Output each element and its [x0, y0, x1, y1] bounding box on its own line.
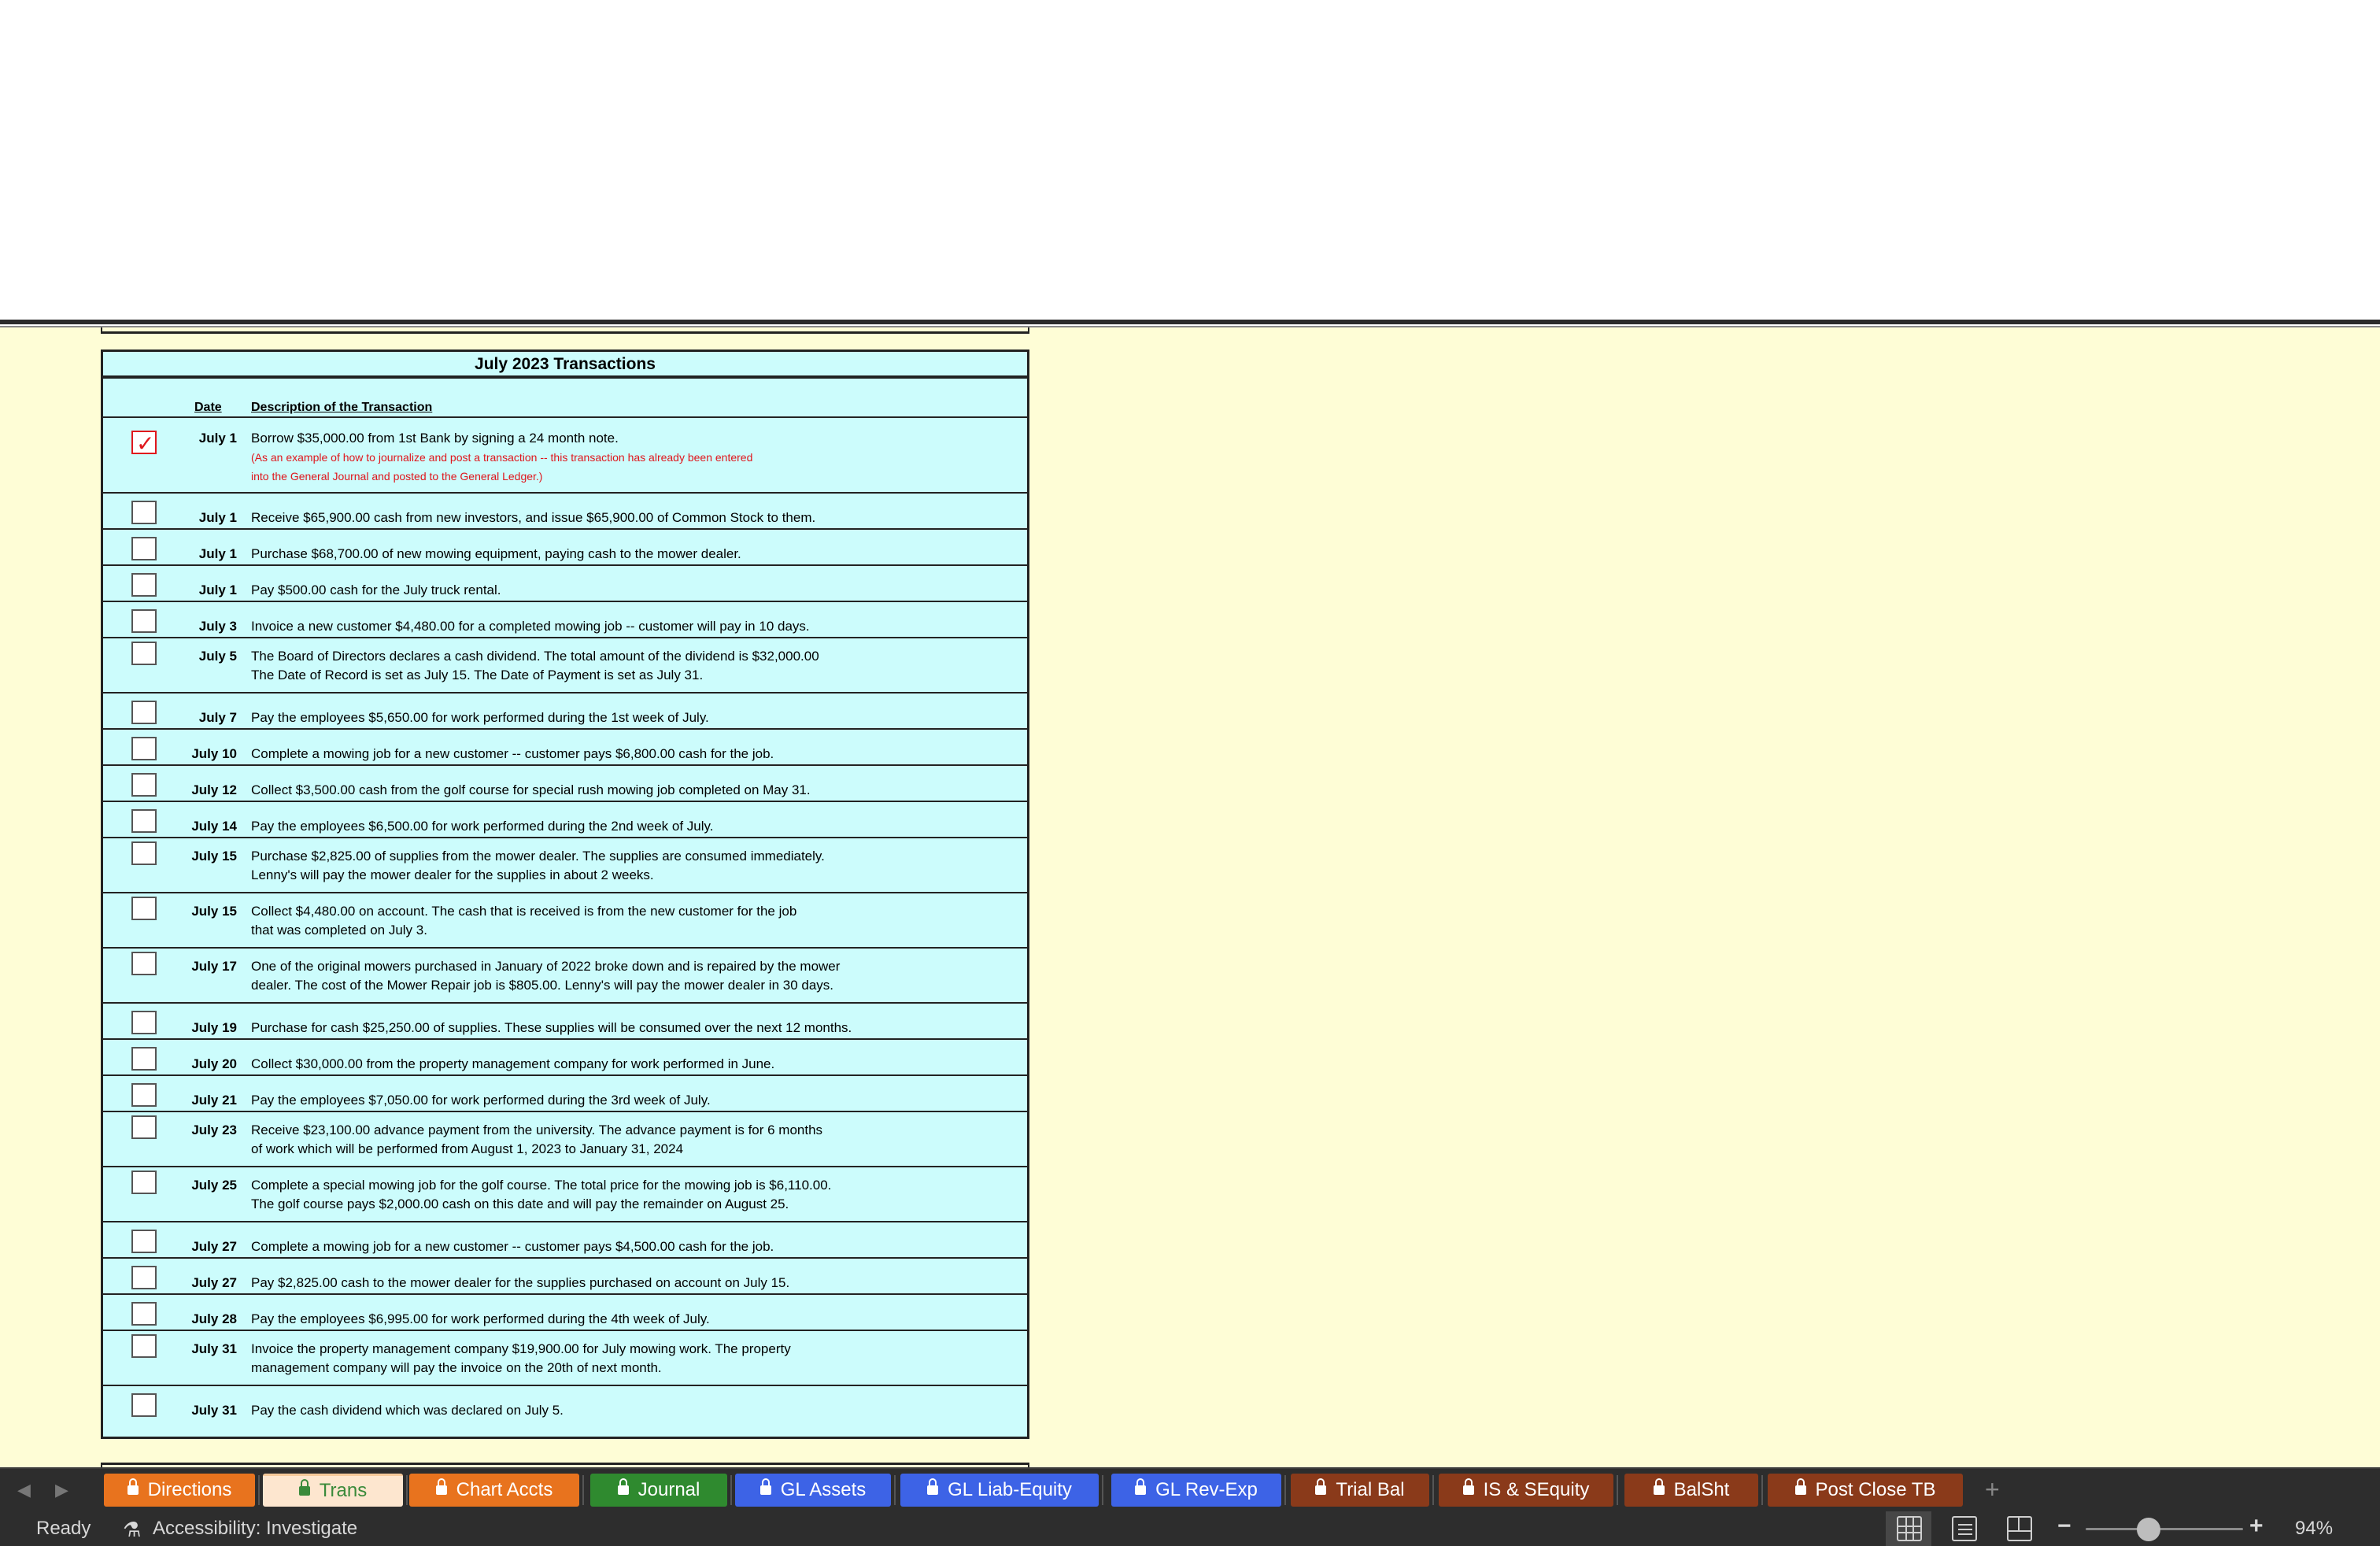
lock-icon	[927, 1485, 938, 1495]
transaction-description: Pay $500.00 cash for the July truck rental.	[251, 583, 501, 597]
transaction-description: Lenny's will pay the mower dealer for the supplies in about 2 weeks.	[251, 867, 654, 882]
sheet-tab-gl-rev-exp[interactable]	[1111, 1474, 1281, 1507]
zoom-slider-thumb[interactable]	[2137, 1518, 2160, 1541]
transaction-date: July 7	[198, 710, 237, 725]
tab-separator	[582, 1475, 584, 1505]
transaction-description: Pay the employees $7,050.00 for work performed during the 3rd week of July.	[251, 1093, 711, 1108]
status-ready-text: Ready	[36, 1518, 91, 1539]
transactions-table	[101, 350, 1029, 1439]
sheet-tab-post-close-tb[interactable]	[1768, 1474, 1963, 1507]
transaction-row	[103, 1222, 1027, 1259]
lock-icon	[299, 1486, 310, 1496]
page-break-preview-icon[interactable]	[2007, 1516, 2032, 1541]
transaction-description: Invoice the property management company $19,900.00 for July mowing work. The property	[251, 1341, 791, 1356]
sheet-tab-label: Chart Accts	[456, 1479, 553, 1500]
accessibility-status-button[interactable]: Accessibility: Investigate	[153, 1518, 358, 1539]
transaction-date: July 1	[198, 583, 237, 597]
upper-table-fragment	[101, 327, 1029, 334]
transaction-description: Pay $2,825.00 cash to the mower dealer for the supplies purchased on account on July 15.	[251, 1275, 790, 1290]
transaction-date: July 20	[191, 1056, 237, 1071]
tab-separator	[258, 1475, 260, 1505]
transaction-row	[103, 802, 1027, 838]
transaction-description: Pay the employees $5,650.00 for work performed during the 1st week of July.	[251, 710, 709, 725]
transaction-row	[103, 693, 1027, 730]
transaction-date: July 15	[191, 849, 237, 864]
transaction-description: of work which will be performed from August 1, 2023 to January 31, 2024	[251, 1141, 684, 1156]
sheet-tab-label: GL Rev-Exp	[1155, 1479, 1258, 1500]
sheet-tab-label: Directions	[147, 1479, 232, 1500]
transaction-description: Collect $3,500.00 cash from the golf course for special rush mowing job completed on May 31.	[251, 782, 811, 797]
sheet-tab-balsht[interactable]	[1624, 1474, 1758, 1507]
transaction-row	[103, 566, 1027, 602]
sheet-tab-label: IS & SEquity	[1483, 1479, 1590, 1500]
tab-separator	[406, 1475, 408, 1505]
transaction-description: Invoice a new customer $4,480.00 for a completed mowing job -- customer will pay in 10 days.	[251, 619, 810, 634]
zoom-in-button[interactable]: +	[2249, 1513, 2264, 1539]
transaction-description: Borrow $35,000.00 from 1st Bank by signing a 24 month note.	[251, 431, 619, 446]
transaction-date: July 5	[198, 649, 237, 664]
sheet-tab-trial-bal[interactable]	[1291, 1474, 1429, 1507]
page-layout-view-icon[interactable]	[1952, 1516, 1977, 1541]
tab-separator	[1284, 1475, 1286, 1505]
sheet-tab-directions[interactable]	[104, 1474, 255, 1507]
lock-icon	[128, 1485, 139, 1495]
transaction-row	[103, 602, 1027, 638]
sheet-tab-chart-accts[interactable]	[409, 1474, 579, 1507]
transaction-checkbox[interactable]	[131, 642, 157, 665]
transaction-row	[103, 1386, 1027, 1422]
transaction-row	[103, 766, 1027, 802]
lock-icon	[1654, 1485, 1665, 1495]
transaction-checkbox[interactable]	[131, 897, 157, 920]
transaction-checkbox[interactable]	[131, 1115, 157, 1139]
transaction-description: The golf course pays $2,000.00 cash on this date and will pay the remainder on August 25.	[251, 1196, 789, 1211]
transaction-row	[103, 530, 1027, 566]
sheet-tab-bar	[0, 1467, 2380, 1511]
transaction-description: One of the original mowers purchased in January of 2022 broke down and is repaired by the mower	[251, 959, 841, 974]
scroll-tabs-right-icon[interactable]: ▶	[55, 1480, 68, 1500]
transaction-checkbox[interactable]	[131, 573, 157, 597]
transaction-checkbox[interactable]	[131, 701, 157, 724]
transaction-row	[103, 1167, 1027, 1222]
sheet-tab-label: GL Liab-Equity	[948, 1479, 1072, 1500]
transaction-row	[103, 838, 1027, 893]
sheet-tab-is-sequity[interactable]	[1439, 1474, 1613, 1507]
transaction-description: that was completed on July 3.	[251, 923, 427, 938]
transaction-checkbox[interactable]	[131, 1230, 157, 1253]
transaction-description: Complete a special mowing job for the golf course. The total price for the mowing job is $6,110.00.	[251, 1178, 832, 1193]
transaction-checkbox[interactable]	[131, 537, 157, 560]
transaction-checkbox[interactable]	[131, 737, 157, 760]
transaction-date: July 3	[198, 619, 237, 634]
transaction-example-note: into the General Journal and posted to the General Ledger.)	[251, 470, 543, 483]
transaction-description: Receive $23,100.00 advance payment from the university. The advance payment is for 6 months	[251, 1123, 823, 1137]
tab-separator	[894, 1475, 896, 1505]
sheet-tab-journal[interactable]	[590, 1474, 727, 1507]
lock-icon	[1795, 1485, 1806, 1495]
tab-separator	[1617, 1475, 1618, 1505]
sheet-tab-label: Journal	[638, 1479, 700, 1500]
transaction-description: Pay the employees $6,995.00 for work performed during the 4th week of July.	[251, 1311, 710, 1326]
transaction-row	[103, 1259, 1027, 1295]
transaction-checkbox[interactable]	[131, 1393, 157, 1417]
lock-icon	[1135, 1485, 1146, 1495]
transaction-description: Collect $30,000.00 from the property management company for work performed in June.	[251, 1056, 775, 1071]
transaction-checkbox[interactable]	[131, 1047, 157, 1071]
sheet-tab-label: Trial Bal	[1336, 1479, 1405, 1500]
transaction-checkbox[interactable]	[131, 952, 157, 975]
transaction-description: Purchase $2,825.00 of supplies from the mower dealer. The supplies are consumed immediately.	[251, 849, 825, 864]
transaction-row	[103, 638, 1027, 693]
transaction-row	[103, 1076, 1027, 1112]
lock-icon	[436, 1485, 447, 1495]
transaction-row	[103, 418, 1027, 494]
transaction-row	[103, 494, 1027, 530]
worksheet-grid[interactable]	[0, 327, 2380, 1467]
lock-icon	[1463, 1485, 1474, 1495]
transaction-date: July 12	[191, 782, 237, 797]
transaction-description: Receive $65,900.00 cash from new investors, and issue $65,900.00 of Common Stock to them.	[251, 510, 816, 525]
lock-icon	[1315, 1485, 1326, 1495]
transaction-checkbox[interactable]	[131, 1302, 157, 1326]
sheet-tab-gl-assets[interactable]	[735, 1474, 891, 1507]
transaction-row	[103, 1112, 1027, 1167]
transaction-description: The Date of Record is set as July 15. The Date of Payment is set as July 31.	[251, 668, 704, 682]
transaction-description: dealer. The cost of the Mower Repair job is $805.00. Lenny's will pay the mower dealer in 30 days.	[251, 978, 834, 993]
frozen-pane-divider	[0, 320, 2380, 324]
transaction-date: July 1	[198, 510, 237, 525]
transaction-date: July 21	[191, 1093, 237, 1108]
sheet-tab-label: Post Close TB	[1815, 1479, 1936, 1500]
transaction-example-note: (As an example of how to journalize and post a transaction -- this transaction has already been entered	[251, 451, 753, 464]
transaction-date: July 19	[191, 1020, 237, 1035]
transaction-date: July 23	[191, 1123, 237, 1137]
transaction-date: July 17	[191, 959, 237, 974]
sheet-tab-label: GL Assets	[780, 1479, 867, 1500]
lock-icon	[760, 1485, 771, 1495]
sheet-tab-label: Trans	[319, 1480, 368, 1501]
transaction-checkbox[interactable]	[131, 809, 157, 833]
transaction-checkbox[interactable]	[131, 1011, 157, 1034]
transaction-checkbox[interactable]	[131, 431, 157, 454]
transaction-description: Complete a mowing job for a new customer -- customer pays $4,500.00 cash for the job.	[251, 1239, 774, 1254]
tab-separator	[1761, 1475, 1763, 1505]
transaction-checkbox[interactable]	[131, 1083, 157, 1107]
transaction-checkbox[interactable]	[131, 1334, 157, 1358]
transaction-date: July 27	[191, 1275, 237, 1290]
sheet-tab-trans[interactable]	[263, 1474, 403, 1507]
tab-separator	[1102, 1475, 1103, 1505]
transaction-date: July 28	[191, 1311, 237, 1326]
add-sheet-button[interactable]: +	[1985, 1475, 2000, 1503]
transaction-row	[103, 1331, 1027, 1386]
scroll-tabs-left-icon[interactable]: ◀	[17, 1480, 31, 1500]
zoom-out-button[interactable]: −	[2057, 1513, 2071, 1539]
zoom-slider-track[interactable]	[2086, 1528, 2243, 1530]
transaction-row	[103, 1004, 1027, 1040]
status-bar	[0, 1511, 2380, 1546]
transaction-description: Pay the employees $6,500.00 for work performed during the 2nd week of July.	[251, 819, 714, 834]
transaction-date: July 31	[191, 1403, 237, 1418]
transaction-date: July 14	[191, 819, 237, 834]
transaction-row	[103, 1040, 1027, 1076]
transaction-description: Pay the cash dividend which was declared on July 5.	[251, 1403, 564, 1418]
transaction-date: July 10	[191, 746, 237, 761]
transaction-date: July 25	[191, 1178, 237, 1193]
sheet-tab-label: BalSht	[1673, 1479, 1730, 1500]
transaction-date: July 1	[198, 546, 237, 561]
transaction-row	[103, 949, 1027, 1004]
transaction-description: management company will pay the invoice on the 20th of next month.	[251, 1360, 662, 1375]
transaction-checkbox[interactable]	[131, 773, 157, 797]
transaction-date: July 15	[191, 904, 237, 919]
transaction-checkbox[interactable]	[131, 1266, 157, 1289]
transaction-row	[103, 893, 1027, 949]
transaction-date: July 1	[198, 431, 237, 446]
blank-top-area	[0, 0, 2380, 323]
transaction-date: July 27	[191, 1239, 237, 1254]
accessibility-icon[interactable]: ⚗	[123, 1518, 142, 1541]
transaction-description: The Board of Directors declares a cash dividend. The total amount of the dividend is $32,000.00	[251, 649, 819, 664]
table-title: July 2023 Transactions	[103, 352, 1027, 379]
normal-view-icon[interactable]	[1897, 1516, 1922, 1541]
transaction-description: Complete a mowing job for a new customer -- customer pays $6,800.00 cash for the job.	[251, 746, 774, 761]
transaction-description: Purchase $68,700.00 of new mowing equipment, paying cash to the mower dealer.	[251, 546, 741, 561]
zoom-level[interactable]: 94%	[2295, 1518, 2334, 1539]
tab-separator	[730, 1475, 732, 1505]
transaction-description: Collect $4,480.00 on account. The cash that is received is from the new customer for the job	[251, 904, 797, 919]
transaction-date: July 31	[191, 1341, 237, 1356]
table-header-row	[103, 379, 1027, 418]
transaction-rows	[103, 418, 1027, 1422]
description-column-header: Description of the Transaction	[251, 401, 433, 414]
transaction-checkbox[interactable]	[131, 1171, 157, 1194]
transaction-description: Purchase for cash $25,250.00 of supplies. These supplies will be consumed over the next 12 months.	[251, 1020, 852, 1035]
transaction-checkbox[interactable]	[131, 609, 157, 633]
lock-icon	[618, 1485, 629, 1495]
transaction-checkbox[interactable]	[131, 501, 157, 524]
transaction-row	[103, 730, 1027, 766]
transaction-row	[103, 1295, 1027, 1331]
tab-separator	[1432, 1475, 1434, 1505]
transaction-checkbox[interactable]	[131, 841, 157, 865]
date-column-header: Date	[194, 401, 222, 414]
sheet-tab-gl-liab-equity[interactable]	[900, 1474, 1099, 1507]
